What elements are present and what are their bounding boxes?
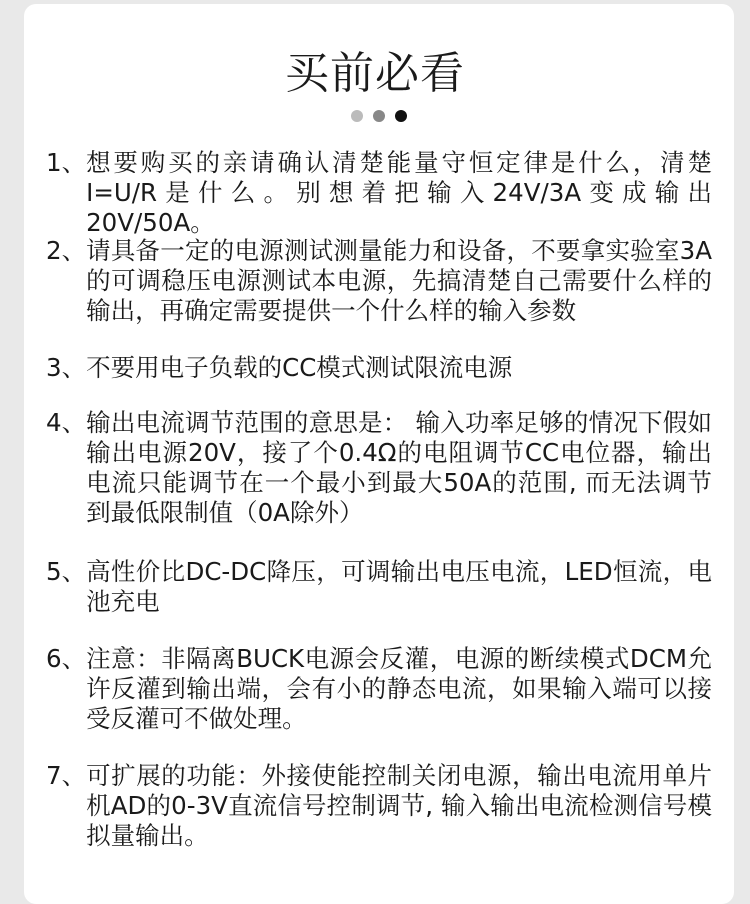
notice-text: 不要用电子负载的CC模式测试限流电源 [86,353,513,382]
notice-number: 5、 [46,557,87,586]
notice-item-2 [46,236,712,326]
notice-number: 4、 [46,408,87,437]
notice-item-1 [46,148,712,238]
notice-number: 2、 [46,236,87,265]
indicator-dot-3 [395,110,407,122]
notice-number: 7、 [46,761,87,790]
notice-text: 输出电流调节范围的意思是： 输入功率足够的情况下假如输出电源20V，接了个0.4Ω的电阻调节CC电位器，输出电流只能调节在一个最小到最大50A的范围, 而无法调节到最低限制值（0A除外） [86,408,712,527]
notice-item-6 [46,644,712,734]
notice-text: 请具备一定的电源测试测量能力和设备，不要拿实验室3A的可调稳压电源测试本电源，先搞清楚自己需要什么样的输出，再确定需要提供一个什么样的输入参数 [86,236,712,325]
notice-item-5 [46,557,712,617]
notice-text: 高性价比DC-DC降压，可调输出电压电流，LED恒流，电池充电 [86,557,712,616]
page-indicator-dots [351,110,407,122]
notice-number: 1、 [46,148,87,177]
indicator-dot-2 [373,110,385,122]
notice-number: 3、 [46,353,87,382]
notice-text: 可扩展的功能：外接使能控制关闭电源，输出电流用单片机AD的0-3V直流信号控制调节, 输入输出电流检测信号模拟量输出。 [86,761,712,850]
notice-item-3 [46,353,712,383]
notice-text: 想要购买的亲请确认清楚能量守恒定律是什么，清楚I=U/R是什么。别想着把输入24V/3A变成输出20V/50A。 [86,148,712,237]
notice-text: 注意：非隔离BUCK电源会反灌，电源的断续模式DCM允许反灌到输出端，会有小的静态电流，如果输入端可以接受反灌可不做处理。 [86,644,712,733]
notice-item-4 [46,408,712,528]
notice-item-7 [46,761,712,851]
indicator-dot-1 [351,110,363,122]
page-title: 买前必看 [285,48,465,99]
notice-number: 6、 [46,644,87,673]
